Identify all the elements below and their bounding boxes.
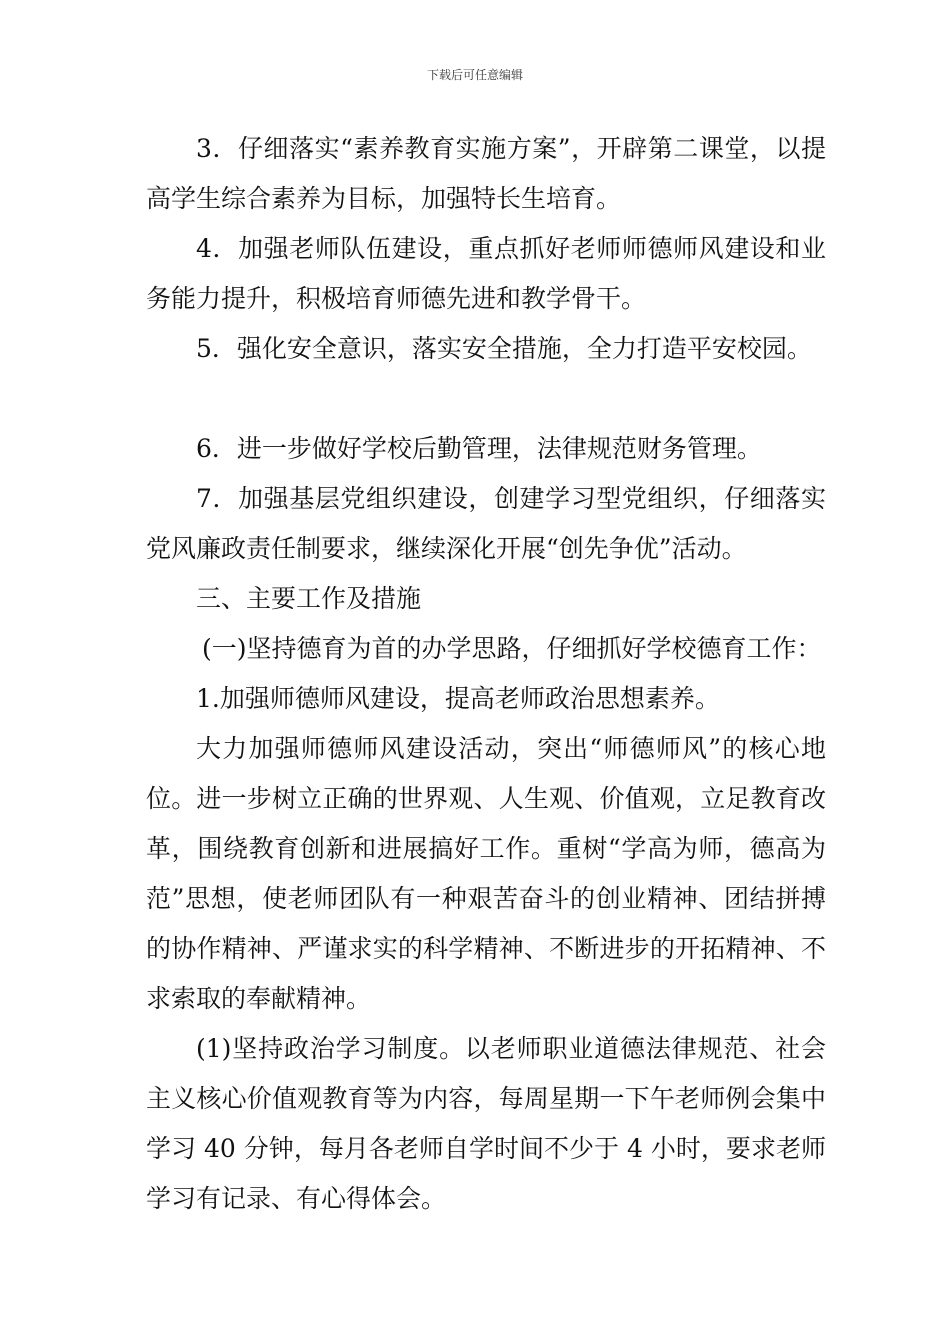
- paragraph-item-7: 7．加强基层党组织建设，创建学习型党组织，仔细落实党风廉政责任制要求，继续深化开展“创先争优”活动。: [146, 484, 826, 563]
- paragraph-item-5: 5．强化安全意识，落实安全措施，全力打造平安校园。: [196, 334, 812, 363]
- section-heading: 三、主要工作及措施: [196, 584, 422, 613]
- subitem-heading: 1.加强师德师风建设，提高老师政治思想素养。: [196, 684, 720, 713]
- body-paragraph: 大力加强师德师风建设活动，突出“师德师风”的核心地位。进一步树立正确的世界观、人生观、价值观，立足教育改革，围绕教育创新和进展搞好工作。重树“学高为师，德高为范”思想，使老师团队有一种艰苦奋斗的创业精神、团结拼搏的协作精神、严谨求实的科学精神、不断进步的开拓精神、不求索取的奉献精神。: [146, 734, 826, 1013]
- paragraph-item-4: 4．加强老师队伍建设，重点抓好老师师德师风建设和业务能力提升，积极培育师德先进和教学骨干。: [146, 234, 826, 313]
- document-body: [146, 124, 826, 1224]
- paragraph-item-6: 6．进一步做好学校后勤管理，法律规范财务管理。: [196, 434, 762, 463]
- body-paragraph-study-system: (1)坚持政治学习制度。以老师职业道德法律规范、社会主义核心价值观教育等为内容，每周星期一下午老师例会集中学习 40 分钟，每月各老师自学时间不少于 4 小时，要求老师学习有记录、有心得体会。: [146, 1034, 826, 1213]
- page-header-note: 下载后可任意编辑: [426, 68, 523, 82]
- subsection-heading: (一)坚持德育为首的办学思路，仔细抓好学校德育工作：: [202, 634, 822, 663]
- paragraph-item-3: 3．仔细落实“素养教育实施方案”，开辟第二课堂，以提高学生综合素养为目标，加强特长生培育。: [146, 134, 826, 213]
